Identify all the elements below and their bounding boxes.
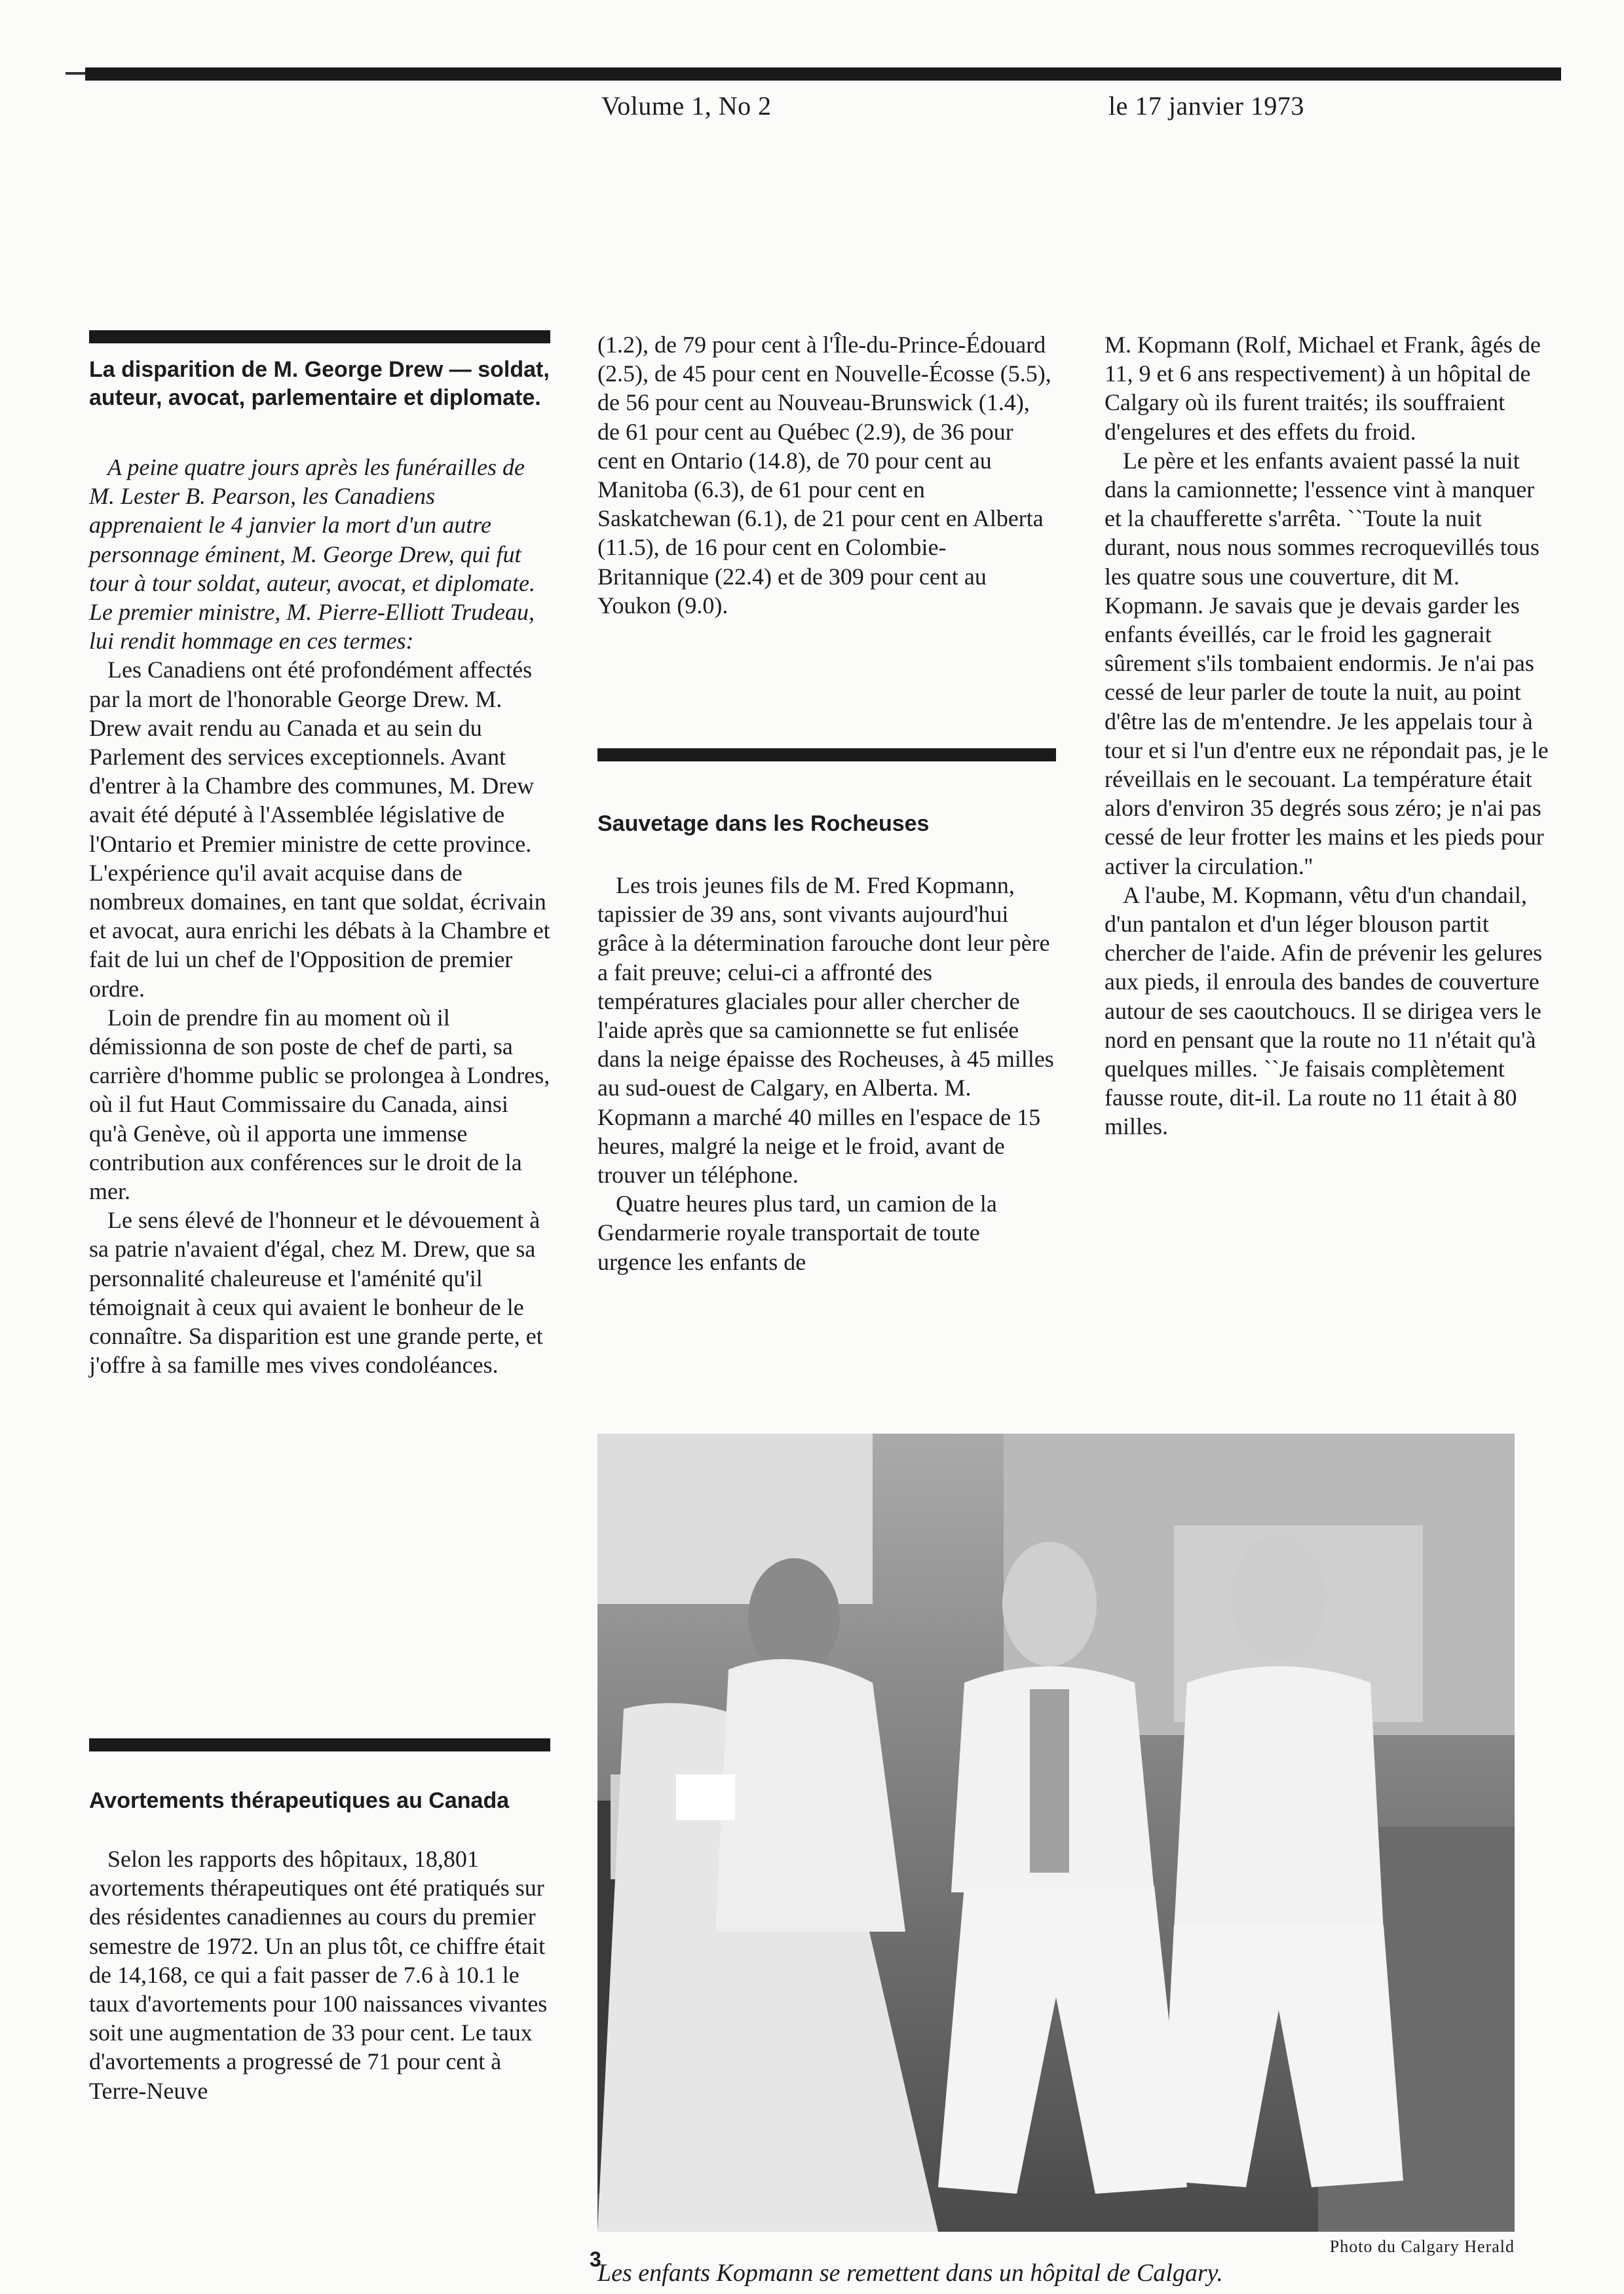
- photo-credit: Photo du Calgary Herald: [1329, 2237, 1515, 2256]
- page-number: 3: [590, 2247, 601, 2271]
- article-paragraph: A l'aube, M. Kopmann, vêtu d'un chandail, d'un pantalon et d'un léger blouson partit chercher de l'aide. Afin de prévenir les gelures aux pieds, il enroula des bandes de couverture autour de ses caoutchoucs. Il se dirigea vers le nord en pensant que la route no 11 n'était qu'à quelques milles. ``Je faisais complètement fausse route, dit-il. La route no 11 était à 80 milles.: [1105, 881, 1543, 1140]
- volume-number: Volume 1, No 2: [601, 91, 772, 121]
- article-paragraph: Loin de prendre fin au moment où il démissionna de son poste de chef de parti, sa carrière d'homme public se prolongea à Londres, où il fut Haut Commissaire du Canada, ainsi qu'à Genève, où il apporta une immense contribution aux conférences sur le droit de la mer.: [89, 1004, 550, 1205]
- article-paragraph: Selon les rapports des hôpitaux, 18,801 avortements thérapeutiques ont été pratiqués sur des résidentes canadiennes au cours du premier semestre de 1972. Un an plus tôt, ce chiffre était de 14,168, ce qui a fait passer de 7.6 à 10.1 le taux d'avortements pour 100 naissances vivantes soit une augmentation de 33 pour cent. Le taux d'avortements a progressé de 71 pour cent à Terre-Neuve: [89, 1846, 548, 2104]
- header-rule: [85, 67, 1561, 81]
- article-paragraph: Les Canadiens ont été profondément affectés par la mort de l'honorable George Drew. M. Drew avait rendu au Canada et au sein du Parlement des services exceptionnels. Avant d'entrer à la Chambre des communes, M. Drew avait été député à l'Assemblée législative de l'Ontario et Premier ministre de cette province. L'expérience qu'il avait acquise dans de nombreux domaines, en tant que soldat, écrivain et avocat, aura enrichi les débats à la Chambre et fait de lui un chef de l'Opposition de premier ordre.: [89, 657, 550, 1002]
- article-paragraph: Quatre heures plus tard, un camion de la Gendarmerie royale transportait de toute urgence les enfants de: [597, 1191, 997, 1275]
- article-headline: Avortements thérapeutiques au Canada: [89, 1788, 510, 1813]
- article-rule: [89, 330, 550, 343]
- article-paragraph: (1.2), de 79 pour cent à l'Île-du-Prince-Édouard (2.5), de 45 pour cent en Nouvelle-Écosse (5.5), de 56 pour cent au Nouveau-Brunswick (1.4), de 61 pour cent au Québec (2.9), de 36 pour cent en Ontario (14.8), de 70 pour cent au Manitoba (6.3), de 61 pour cent en Saskatchewan (6.1), de 21 pour cent en Alberta (11.5), de 16 pour cent en Colombie-Britannique (22.4) et de 309 pour cent au Youkon (9.0).: [597, 332, 1051, 619]
- article-rescue: [597, 810, 1056, 1276]
- article-drew: [89, 356, 550, 1380]
- article-paragraph: Le sens élevé de l'honneur et le dévouement à sa patrie n'avaient d'égal, chez M. Drew, que sa personnalité chaleureuse et l'aménité qu'il témoignait à ceux qui avaient le bonheur de le connaître. Sa disparition est une grande perte, et j'offre à sa famille mes vives condoléances.: [89, 1207, 543, 1379]
- article-rule: [597, 748, 1056, 761]
- article-paragraph: M. Kopmann (Rolf, Michael et Frank, âgés de 11, 9 et 6 ans respectivement) à un hôpital de Calgary où ils furent traités; ils souffraient d'engelures et des effets du froid.: [1105, 332, 1541, 445]
- article-rule: [89, 1738, 550, 1751]
- article-abortions-continued: [597, 330, 1056, 620]
- article-headline: Sauvetage dans les Rocheuses: [597, 811, 930, 836]
- article-intro: A peine quatre jours après les funérailles de M. Lester B. Pearson, les Canadiens apprenaient le 4 janvier la mort d'un autre personnage éminent, M. George Drew, qui fut tour à tour soldat, auteur, avocat, et diplomate. Le premier ministre, M. Pierre-Elliott Trudeau, lui rendit hommage en ces termes:: [89, 454, 535, 655]
- article-paragraph: Le père et les enfants avaient passé la nuit dans la camionnette; l'essence vint à manquer et la chaufferette s'arrêta. ``Toute la nuit durant, nous nous sommes recroquevillés tous les quatre sous une couverture, dit M. Kopmann. Je savais que je devais garder les enfants éveillés, car le froid les gagnerait sûrement s'ils tombaient endormis. Je n'ai pas cessé de leur parler de toute la nuit, au point d'être las de m'entendre. Je les appelais tour à tour et si l'un d'entre eux ne répondait pas, je le réveillais en le secouant. La température était alors d'environ 35 degrés sous zéro; je n'ai pas cessé de leur frotter les mains et les pieds pour activer la circulation.'': [1105, 447, 1549, 879]
- issue-date: le 17 janvier 1973: [1108, 91, 1304, 121]
- article-paragraph: Les trois jeunes fils de M. Fred Kopmann, tapissier de 39 ans, sont vivants aujourd'hui grâce à la détermination farouche dont leur père a fait preuve; celui-ci a affronté des températures glaciales pour aller chercher de l'aide après que sa camionnette se fut enlisée dans la neige épaisse des Rocheuses, à 45 milles au sud-ouest de Calgary, en Alberta. M. Kopmann a marché 40 milles en l'espace de 15 heures, malgré la neige et le froid, avant de trouver un téléphone.: [597, 872, 1054, 1189]
- article-abortions: [89, 1787, 550, 2105]
- kopmann-children-photo: [597, 1434, 1515, 2232]
- photo-illustration: [597, 1434, 1515, 2232]
- photo-caption: Les enfants Kopmann se remettent dans un hôpital de Calgary.: [597, 2259, 1223, 2287]
- article-headline: La disparition de M. George Drew — soldat, auteur, avocat, parlementaire et diplomate.: [89, 357, 550, 410]
- article-rescue-continued: [1105, 330, 1553, 1141]
